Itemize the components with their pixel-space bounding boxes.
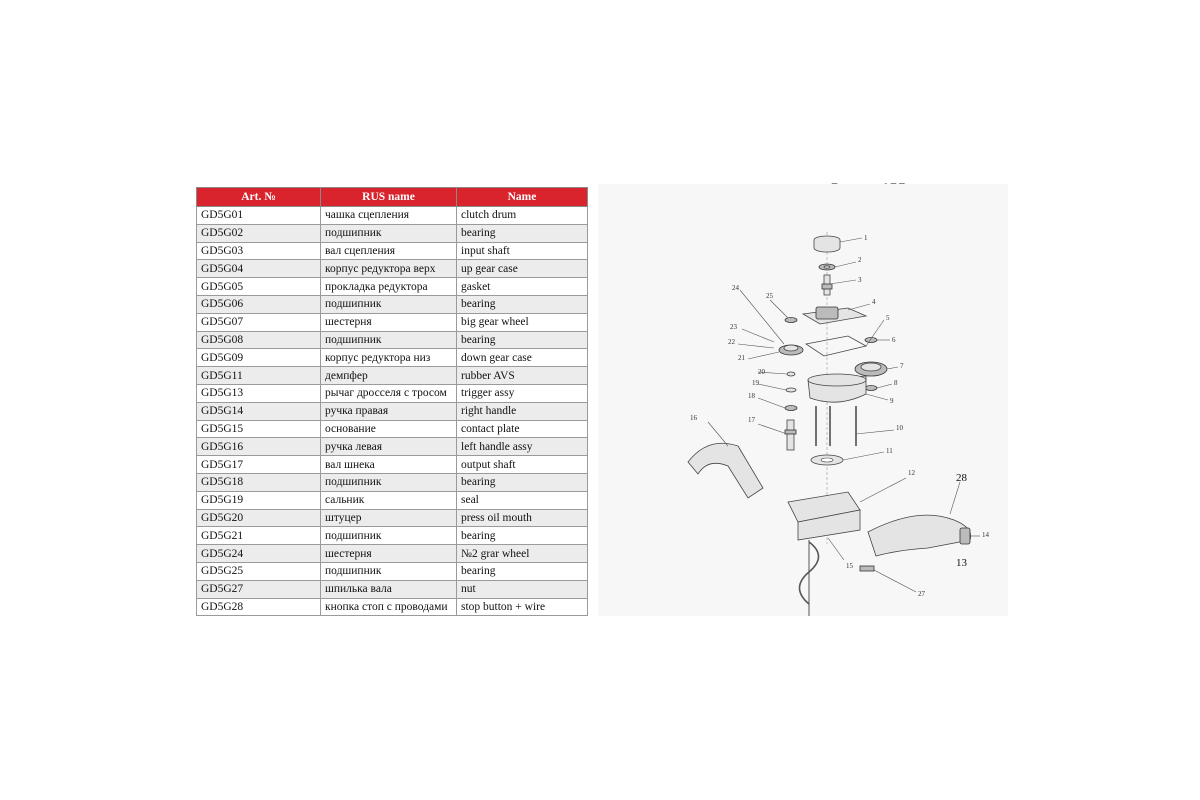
- cell-art-no: GD5G11: [197, 367, 321, 385]
- part-gear-wheel-2: [779, 345, 803, 355]
- callout-18: 18: [748, 392, 755, 400]
- cell-name: stop button + wire: [457, 598, 588, 616]
- part-big-gear-wheel: [855, 362, 887, 376]
- parts-table-header: [197, 188, 588, 207]
- table-row: [197, 349, 588, 367]
- cell-name: input shaft: [457, 242, 588, 260]
- cell-art-no: GD5G02: [197, 224, 321, 242]
- part-output-shaft: [785, 420, 796, 450]
- cell-rus-name: вал шнека: [321, 456, 457, 474]
- part-up-gear-case: [803, 307, 866, 324]
- cell-art-no: GD5G05: [197, 278, 321, 296]
- cell-name: press oil mouth: [457, 509, 588, 527]
- cell-name: right handle: [457, 402, 588, 420]
- table-row: [197, 367, 588, 385]
- cell-rus-name: основание: [321, 420, 457, 438]
- cell-art-no: GD5G20: [197, 509, 321, 527]
- callout-16: 16: [690, 414, 697, 422]
- cell-name: №2 grar wheel: [457, 545, 588, 563]
- cell-art-no: GD5G17: [197, 456, 321, 474]
- cell-art-no: GD5G28: [197, 598, 321, 616]
- cell-art-no: GD5G24: [197, 545, 321, 563]
- table-row: [197, 456, 588, 474]
- callout-7: 7: [900, 362, 904, 370]
- cell-name: gasket: [457, 278, 588, 296]
- cell-name: seal: [457, 491, 588, 509]
- part-bearing-25: [785, 318, 797, 323]
- cell-rus-name: подшипник: [321, 527, 457, 545]
- callout-21: 21: [738, 354, 745, 362]
- callout-15: 15: [846, 562, 853, 570]
- header-name: Name: [457, 188, 588, 207]
- cell-art-no: GD5G04: [197, 260, 321, 278]
- cell-rus-name: подшипник: [321, 562, 457, 580]
- callout-12: 12: [908, 469, 915, 477]
- callout-4: 4: [872, 298, 876, 306]
- callout-14: 14: [982, 531, 989, 539]
- cell-name: up gear case: [457, 260, 588, 278]
- part-right-handle: [868, 515, 971, 556]
- cell-name: bearing: [457, 562, 588, 580]
- cell-art-no: GD5G01: [197, 207, 321, 225]
- callout-6: 6: [892, 336, 896, 344]
- cell-art-no: GD5G25: [197, 562, 321, 580]
- table-row: [197, 509, 588, 527]
- cell-rus-name: подшипник: [321, 473, 457, 491]
- part-bearing-6: [865, 338, 877, 343]
- parts-table: [196, 187, 588, 616]
- callout-5: 5: [886, 314, 890, 322]
- cell-name: bearing: [457, 331, 588, 349]
- cell-name: big gear wheel: [457, 313, 588, 331]
- exploded-view-diagram: [598, 184, 1008, 616]
- cell-art-no: GD5G27: [197, 580, 321, 598]
- part-rubber-avs: [811, 455, 843, 465]
- cell-rus-name: чашка сцепления: [321, 207, 457, 225]
- callout-13: 13: [956, 557, 967, 569]
- callout-3: 3: [858, 276, 862, 284]
- cell-rus-name: демпфер: [321, 367, 457, 385]
- cell-rus-name: подшипник: [321, 331, 457, 349]
- cell-rus-name: сальник: [321, 491, 457, 509]
- callout-17: 17: [748, 416, 755, 424]
- table-row: [197, 473, 588, 491]
- cell-rus-name: вал сцепления: [321, 242, 457, 260]
- part-seal-19: [786, 388, 796, 392]
- cell-rus-name: прокладка редуктора: [321, 278, 457, 296]
- cell-art-no: GD5G21: [197, 527, 321, 545]
- callout-27: 27: [918, 590, 925, 598]
- cell-art-no: GD5G13: [197, 384, 321, 402]
- callout-23: 23: [730, 323, 737, 331]
- part-nut: [860, 566, 874, 571]
- cell-rus-name: шпилька вала: [321, 580, 457, 598]
- part-trigger-assy: [960, 528, 970, 544]
- cell-rus-name: подшипник: [321, 295, 457, 313]
- header-rus-name: RUS name: [321, 188, 457, 207]
- part-left-handle: [688, 443, 763, 498]
- parts-table-body: [197, 207, 588, 616]
- cell-art-no: GD5G08: [197, 331, 321, 349]
- part-bolts: [816, 406, 856, 446]
- cell-art-no: GD5G03: [197, 242, 321, 260]
- cell-name: bearing: [457, 473, 588, 491]
- callout-10: 10: [896, 424, 903, 432]
- table-row: [197, 545, 588, 563]
- table-row: [197, 207, 588, 225]
- cell-art-no: GD5G16: [197, 438, 321, 456]
- cell-art-no: GD5G15: [197, 420, 321, 438]
- cell-name: left handle assy: [457, 438, 588, 456]
- part-contact-plate: [788, 492, 860, 540]
- cell-art-no: GD5G18: [197, 473, 321, 491]
- cell-name: down gear case: [457, 349, 588, 367]
- callout-11: 11: [886, 447, 893, 455]
- table-row: [197, 242, 588, 260]
- table-row: [197, 224, 588, 242]
- cell-art-no: GD5G14: [197, 402, 321, 420]
- callout-9: 9: [890, 397, 894, 405]
- part-oil-mouth-20: [787, 372, 795, 376]
- cell-art-no: GD5G19: [197, 491, 321, 509]
- cell-rus-name: корпус редуктора низ: [321, 349, 457, 367]
- table-row: [197, 420, 588, 438]
- part-clutch-drum: [814, 236, 840, 252]
- callout-28: 28: [956, 472, 967, 484]
- cell-rus-name: кнопка стоп с проводами: [321, 598, 457, 616]
- table-row: [197, 491, 588, 509]
- cell-art-no: GD5G07: [197, 313, 321, 331]
- part-gasket: [806, 336, 866, 356]
- cell-name: bearing: [457, 295, 588, 313]
- cell-art-no: GD5G06: [197, 295, 321, 313]
- callout-22: 22: [728, 338, 735, 346]
- cell-rus-name: ручка правая: [321, 402, 457, 420]
- callout-24: 24: [732, 284, 739, 292]
- table-row: [197, 527, 588, 545]
- table-row: [197, 313, 588, 331]
- cell-rus-name: подшипник: [321, 224, 457, 242]
- callout-20: 20: [758, 368, 765, 376]
- cell-name: contact plate: [457, 420, 588, 438]
- table-row: [197, 295, 588, 313]
- cell-name: clutch drum: [457, 207, 588, 225]
- header-art-no: Art. №: [197, 188, 321, 207]
- table-row: [197, 331, 588, 349]
- cell-rus-name: шестерня: [321, 545, 457, 563]
- callout-19: 19: [752, 379, 759, 387]
- cell-rus-name: шестерня: [321, 313, 457, 331]
- part-input-shaft: [822, 275, 832, 295]
- cell-name: bearing: [457, 527, 588, 545]
- table-row: [197, 260, 588, 278]
- cell-rus-name: рычаг дросселя с тросом: [321, 384, 457, 402]
- table-row: [197, 384, 588, 402]
- callout-25: 25: [766, 292, 773, 300]
- part-bearing-top: [819, 264, 835, 270]
- table-row: [197, 580, 588, 598]
- cell-rus-name: корпус редуктора верх: [321, 260, 457, 278]
- cell-rus-name: ручка левая: [321, 438, 457, 456]
- exploded-diagram-panel: [598, 184, 1008, 616]
- cell-rus-name: штуцер: [321, 509, 457, 527]
- cell-name: nut: [457, 580, 588, 598]
- table-row: [197, 438, 588, 456]
- table-row: [197, 278, 588, 296]
- callout-1: 1: [864, 234, 868, 242]
- cell-name: output shaft: [457, 456, 588, 474]
- part-bearing-8: [865, 386, 877, 391]
- cell-name: bearing: [457, 224, 588, 242]
- table-row: [197, 562, 588, 580]
- part-down-gear-case: [808, 374, 866, 402]
- table-row: [197, 402, 588, 420]
- callout-2: 2: [858, 256, 862, 264]
- cell-name: rubber AVS: [457, 367, 588, 385]
- table-row: [197, 598, 588, 616]
- header-row: [197, 188, 588, 207]
- cell-name: trigger assy: [457, 384, 588, 402]
- part-bearing-18: [785, 406, 797, 411]
- callout-8: 8: [894, 379, 898, 387]
- cell-art-no: GD5G09: [197, 349, 321, 367]
